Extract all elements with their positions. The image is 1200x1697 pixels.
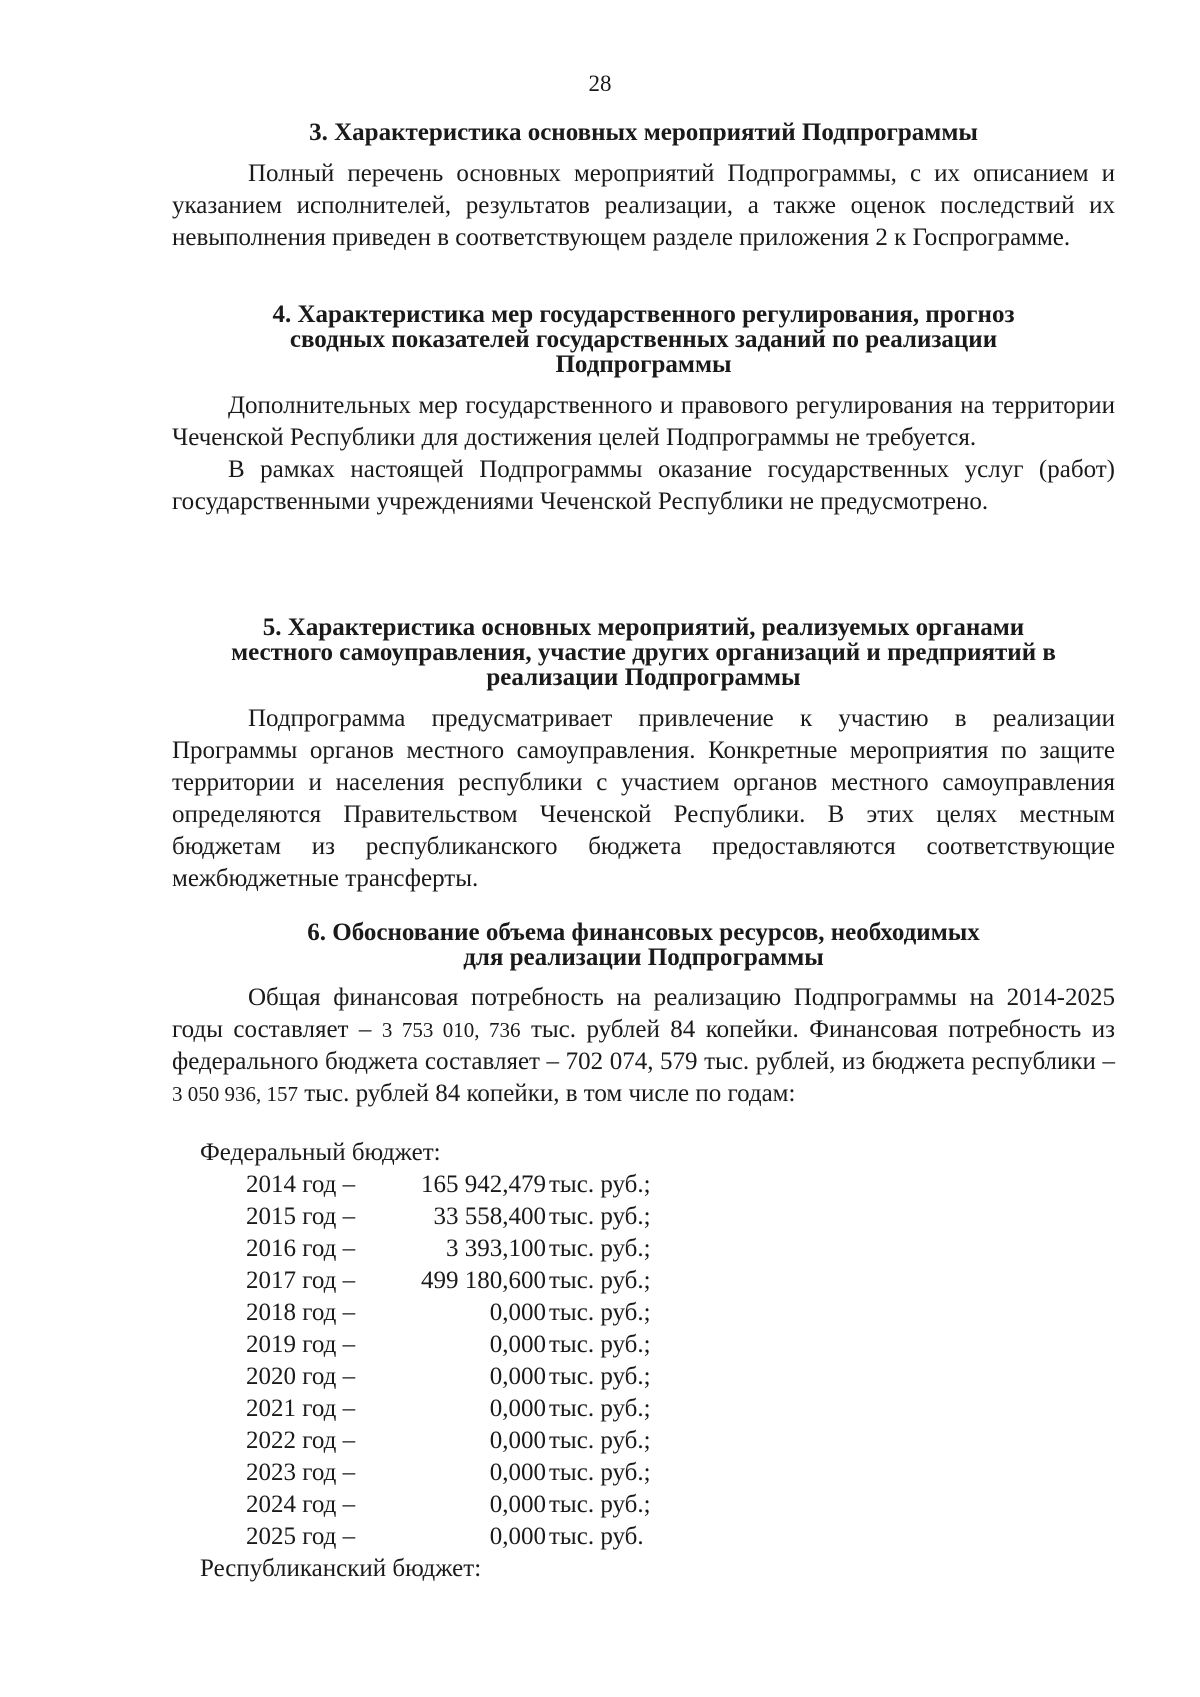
republic-amount: 3 050 936, 157 xyxy=(172,1082,298,1106)
republic-budget-title: Республиканский бюджет: xyxy=(200,1555,482,1582)
federal-budget-row xyxy=(246,1363,746,1395)
section-5-heading xyxy=(172,615,1115,690)
total-amount: 3 753 010, 736 xyxy=(381,1018,521,1042)
section-3-body xyxy=(172,158,1115,254)
section-4-heading-line-1: 4. Характеристика мер государственного регулирования, прогноз xyxy=(272,301,1015,328)
section-4-heading-line-3: Подпрограммы xyxy=(555,351,732,378)
section-4-heading xyxy=(172,302,1115,377)
section-6-paragraph xyxy=(172,982,1115,1110)
section-5-paragraph: Подпрограмма предусматривает привлечение к участию в реализации Программы органов местного самоуправления. Конкретные мероприятия по защите территории и населения республики с участием органов местного самоуправления определяются Правительством Чеченской Республики. В этих целях местным бюджетам из республиканского бюджета предоставляются соответствующие межбюджетные трансферты. xyxy=(172,705,1115,892)
federal-budget-row xyxy=(246,1395,746,1427)
federal-budget-row xyxy=(246,1331,746,1363)
row-unit: тыс. руб. xyxy=(549,1523,644,1550)
federal-budget-row xyxy=(246,1235,746,1267)
section-3-paragraph: Полный перечень основных мероприятий Подпрограммы, с их описанием и указанием исполнителей, результатов реализации, а также оценок последствий их невыполнения приведен в соответствующем разделе приложения 2 к Госпрограмме. xyxy=(172,160,1115,251)
row-year: 2016 год – xyxy=(246,1235,356,1262)
row-amount: 0,000 xyxy=(489,1459,546,1486)
row-unit: тыс. руб.; xyxy=(549,1267,651,1294)
federal-budget-row xyxy=(246,1267,746,1299)
row-unit: тыс. руб.; xyxy=(549,1459,651,1486)
row-year: 2025 год – xyxy=(246,1523,356,1550)
section-3 xyxy=(172,120,1115,145)
row-amount: 0,000 xyxy=(489,1395,546,1422)
row-unit: тыс. руб.; xyxy=(549,1171,651,1198)
section-4-paragraph-2: В рамках настоящей Подпрограммы оказание государственных услуг (работ) государственными учреждениями Чеченской Республики не предусмотрено. xyxy=(172,456,1115,515)
section-6-text-a: Общая финансовая потребность на реализацию Подпрограммы на 2014-2025 годы составляет – xyxy=(172,984,1115,1043)
row-year: 2024 год – xyxy=(246,1491,356,1518)
row-unit: тыс. руб.; xyxy=(549,1491,651,1518)
section-6-body xyxy=(172,982,1115,1110)
section-5-heading-line-3: реализации Подпрограммы xyxy=(486,664,801,691)
row-amount: 0,000 xyxy=(489,1427,546,1454)
section-6-heading-line-1: 6. Обоснование объема финансовых ресурсов, необходимых xyxy=(307,919,980,946)
row-amount: 0,000 xyxy=(489,1331,546,1358)
row-amount: 499 180,600 xyxy=(421,1267,546,1294)
row-year: 2015 год – xyxy=(246,1203,356,1230)
row-unit: тыс. руб.; xyxy=(549,1395,651,1422)
section-6-text-b: тыс. рублей 84 копейки. Финансовая потребность из федерального бюджета составляет – 702 074, 579 тыс. рублей, из бюджета республики – xyxy=(172,1016,1116,1075)
row-unit: тыс. руб.; xyxy=(549,1299,651,1326)
row-amount: 165 942,479 xyxy=(421,1171,546,1198)
row-year: 2019 год – xyxy=(246,1331,356,1358)
row-amount: 0,000 xyxy=(489,1523,546,1550)
row-amount: 33 558,400 xyxy=(433,1203,546,1230)
section-4-paragraph-1: Дополнительных мер государственного и правового регулирования на территории Чеченской Республики для достижения целей Подпрограммы не требуется. xyxy=(172,392,1115,451)
section-6-heading xyxy=(172,920,1115,970)
section-6-heading-line-2: для реализации Подпрограммы xyxy=(463,944,824,971)
row-unit: тыс. руб.; xyxy=(549,1235,651,1262)
row-amount: 0,000 xyxy=(489,1299,546,1326)
row-unit: тыс. руб.; xyxy=(549,1331,651,1358)
row-year: 2018 год – xyxy=(246,1299,356,1326)
row-unit: тыс. руб.; xyxy=(549,1203,651,1230)
row-year: 2020 год – xyxy=(246,1363,356,1390)
row-year: 2021 год – xyxy=(246,1395,356,1422)
row-year: 2022 год – xyxy=(246,1427,356,1454)
federal-budget-row xyxy=(246,1459,746,1491)
row-unit: тыс. руб.; xyxy=(549,1363,651,1390)
section-5-body xyxy=(172,703,1115,895)
federal-budget-row xyxy=(246,1427,746,1459)
federal-budget-title: Федеральный бюджет: xyxy=(200,1139,441,1166)
row-year: 2017 год – xyxy=(246,1267,356,1294)
page-number: 28 xyxy=(588,71,612,96)
row-unit: тыс. руб.; xyxy=(549,1427,651,1454)
row-amount: 0,000 xyxy=(489,1491,546,1518)
row-year: 2023 год – xyxy=(246,1459,356,1486)
federal-budget-row xyxy=(246,1203,746,1235)
federal-budget-row xyxy=(246,1491,746,1523)
section-5-heading-line-1: 5. Характеристика основных мероприятий, реализуемых органами xyxy=(262,614,1025,641)
federal-budget-row xyxy=(246,1171,746,1203)
section-4-body xyxy=(172,390,1115,518)
section-6-text-c: тыс. рублей 84 копейки, в том числе по годам: xyxy=(304,1080,796,1107)
section-4-heading-line-2: сводных показателей государственных заданий по реализации xyxy=(289,326,998,353)
section-5-heading-line-2: местного самоуправления, участие других организаций и предприятий в xyxy=(231,639,1056,666)
row-amount: 0,000 xyxy=(489,1363,546,1390)
row-amount: 3 393,100 xyxy=(446,1235,546,1262)
section-3-heading: 3. Характеристика основных мероприятий Подпрограммы xyxy=(309,119,978,146)
federal-budget-row xyxy=(246,1299,746,1331)
row-year: 2014 год – xyxy=(246,1171,356,1198)
federal-budget-row xyxy=(246,1523,746,1555)
